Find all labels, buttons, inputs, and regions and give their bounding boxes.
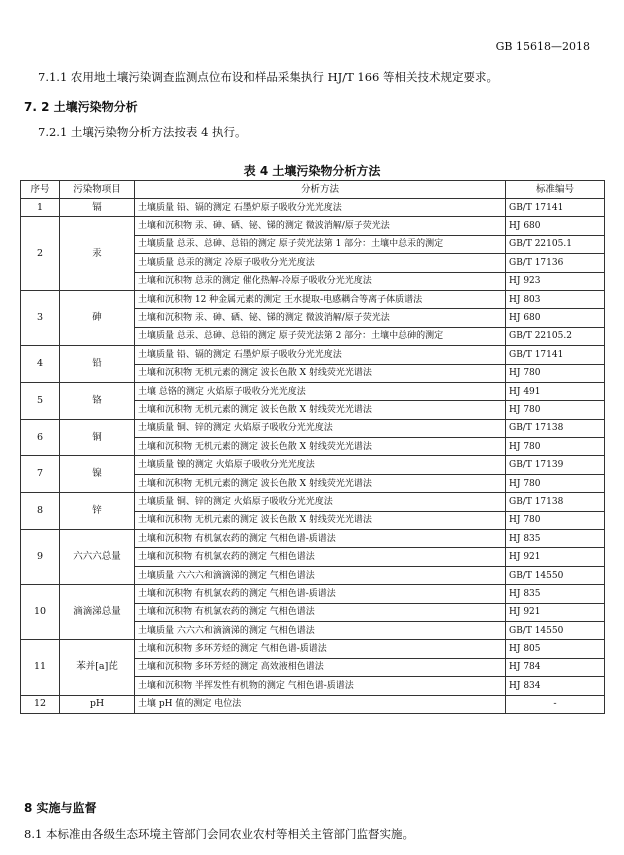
table-row [21, 419, 605, 437]
cell-standard: HJ 921 [506, 548, 605, 566]
table-row [21, 290, 605, 308]
cell-standard: GB/T 17138 [506, 419, 605, 437]
cell-no: 6 [21, 419, 60, 456]
table-row [21, 695, 605, 713]
cell-no: 9 [21, 530, 60, 585]
cell-standard: GB/T 17141 [506, 346, 605, 364]
cell-method: 土壤质量 总汞的测定 冷原子吸收分光光度法 [135, 254, 506, 272]
cell-standard: GB/T 14550 [506, 621, 605, 639]
cell-standard: GB/T 14550 [506, 566, 605, 584]
cell-item: 铜 [60, 419, 135, 456]
cell-standard: HJ 491 [506, 382, 605, 400]
cell-standard: HJ 780 [506, 364, 605, 382]
table-body [21, 199, 605, 714]
cell-method: 土壤和沉积物 总汞的测定 催化热解-冷原子吸收分光光度法 [135, 272, 506, 290]
cell-method: 土壤和沉积物 无机元素的测定 波长色散 X 射线荧光光谱法 [135, 474, 506, 492]
cell-method: 土壤质量 铜、锌的测定 火焰原子吸收分光光度法 [135, 493, 506, 511]
header-item: 污染物项目 [60, 181, 135, 199]
cell-method: 土壤和沉积物 汞、砷、硒、铋、锑的测定 微波消解/原子荧光法 [135, 309, 506, 327]
cell-method: 土壤质量 六六六和滴滴涕的测定 气相色谱法 [135, 621, 506, 639]
cell-method: 土壤质量 六六六和滴滴涕的测定 气相色谱法 [135, 566, 506, 584]
cell-standard: GB/T 17136 [506, 254, 605, 272]
header-standard: 标准编号 [506, 181, 605, 199]
table-row [21, 640, 605, 658]
cell-no: 5 [21, 382, 60, 419]
cell-method: 土壤和沉积物 12 种金属元素的测定 王水提取-电感耦合等离子体质谱法 [135, 290, 506, 308]
table-row [21, 382, 605, 400]
paragraph-7-1-1: 7.1.1 农用地土壤污染调查监测点位布设和样品采集执行 HJ/T 166 等相关技术规定要求。 [38, 70, 499, 84]
cell-no: 11 [21, 640, 60, 695]
cell-standard: GB/T 17139 [506, 456, 605, 474]
cell-standard: HJ 680 [506, 217, 605, 235]
cell-method: 土壤和沉积物 有机氯农药的测定 气相色谱-质谱法 [135, 585, 506, 603]
cell-standard: HJ 835 [506, 530, 605, 548]
cell-method: 土壤 pH 值的测定 电位法 [135, 695, 506, 713]
cell-item: 镉 [60, 199, 135, 217]
analysis-method-table [20, 180, 605, 714]
cell-standard: GB/T 22105.2 [506, 327, 605, 345]
cell-method: 土壤和沉积物 无机元素的测定 波长色散 X 射线荧光光谱法 [135, 511, 506, 529]
cell-standard: HJ 803 [506, 290, 605, 308]
cell-method: 土壤质量 铅、镉的测定 石墨炉原子吸收分光光度法 [135, 346, 506, 364]
cell-item: 铬 [60, 382, 135, 419]
cell-method: 土壤和沉积物 汞、砷、硒、铋、锑的测定 微波消解/原子荧光法 [135, 217, 506, 235]
cell-method: 土壤质量 总汞、总砷、总铅的测定 原子荧光法第 2 部分：土壤中总砷的测定 [135, 327, 506, 345]
table-header-row [21, 181, 605, 199]
cell-method: 土壤质量 铜、锌的测定 火焰原子吸收分光光度法 [135, 419, 506, 437]
table-row [21, 530, 605, 548]
cell-standard: HJ 923 [506, 272, 605, 290]
table-row [21, 493, 605, 511]
cell-no: 12 [21, 695, 60, 713]
cell-item: 六六六总量 [60, 530, 135, 585]
cell-item: 铅 [60, 346, 135, 383]
cell-method: 土壤和沉积物 有机氯农药的测定 气相色谱-质谱法 [135, 530, 506, 548]
cell-method: 土壤质量 总汞、总砷、总铅的测定 原子荧光法第 1 部分：土壤中总汞的测定 [135, 235, 506, 253]
cell-item: 镍 [60, 456, 135, 493]
cell-no: 3 [21, 290, 60, 345]
cell-item: 滴滴涕总量 [60, 585, 135, 640]
paragraph-8-1: 8.1 本标准由各级生态环境主管部门会同农业农村等相关主管部门监督实施。 [24, 827, 414, 841]
header-method: 分析方法 [135, 181, 506, 199]
cell-no: 2 [21, 217, 60, 291]
cell-method: 土壤和沉积物 无机元素的测定 波长色散 X 射线荧光光谱法 [135, 401, 506, 419]
cell-item: pH [60, 695, 135, 713]
table-row [21, 199, 605, 217]
table-caption: 表 4 土壤污染物分析方法 [243, 164, 381, 178]
cell-no: 4 [21, 346, 60, 383]
cell-standard: HJ 921 [506, 603, 605, 621]
cell-standard: HJ 834 [506, 677, 605, 695]
cell-method: 土壤和沉积物 有机氯农药的测定 气相色谱法 [135, 548, 506, 566]
cell-method: 土壤质量 铅、镉的测定 石墨炉原子吸收分光光度法 [135, 199, 506, 217]
cell-item: 砷 [60, 290, 135, 345]
cell-method: 土壤和沉积物 无机元素的测定 波长色散 X 射线荧光光谱法 [135, 364, 506, 382]
header-no: 序号 [21, 181, 60, 199]
cell-standard: HJ 780 [506, 438, 605, 456]
cell-standard: HJ 780 [506, 474, 605, 492]
cell-standard: HJ 835 [506, 585, 605, 603]
standard-number: GB 15618—2018 [495, 40, 590, 53]
cell-standard: GB/T 17141 [506, 199, 605, 217]
cell-method: 土壤和沉积物 多环芳烃的测定 高效液相色谱法 [135, 658, 506, 676]
paragraph-7-2-1: 7.2.1 土壤污染物分析方法按表 4 执行。 [38, 125, 247, 139]
cell-standard: - [506, 695, 605, 713]
cell-standard: HJ 780 [506, 511, 605, 529]
cell-standard: HJ 805 [506, 640, 605, 658]
cell-item: 锌 [60, 493, 135, 530]
cell-method: 土壤 总铬的测定 火焰原子吸收分光光度法 [135, 382, 506, 400]
table-row [21, 217, 605, 235]
cell-no: 10 [21, 585, 60, 640]
section-heading-8: 8 实施与监督 [24, 801, 97, 815]
cell-standard: HJ 780 [506, 401, 605, 419]
cell-method: 土壤和沉积物 半挥发性有机物的测定 气相色谱-质谱法 [135, 677, 506, 695]
cell-standard: HJ 784 [506, 658, 605, 676]
cell-method: 土壤质量 镍的测定 火焰原子吸收分光光度法 [135, 456, 506, 474]
cell-item: 苯并[a]芘 [60, 640, 135, 695]
table-row [21, 346, 605, 364]
cell-method: 土壤和沉积物 多环芳烃的测定 气相色谱-质谱法 [135, 640, 506, 658]
cell-no: 7 [21, 456, 60, 493]
cell-standard: GB/T 17138 [506, 493, 605, 511]
table-row [21, 456, 605, 474]
cell-standard: HJ 680 [506, 309, 605, 327]
table-row [21, 585, 605, 603]
cell-item: 汞 [60, 217, 135, 291]
cell-method: 土壤和沉积物 有机氯农药的测定 气相色谱法 [135, 603, 506, 621]
cell-standard: GB/T 22105.1 [506, 235, 605, 253]
cell-method: 土壤和沉积物 无机元素的测定 波长色散 X 射线荧光光谱法 [135, 438, 506, 456]
section-heading-7-2: 7. 2 土壤污染物分析 [24, 100, 138, 114]
cell-no: 8 [21, 493, 60, 530]
cell-no: 1 [21, 199, 60, 217]
